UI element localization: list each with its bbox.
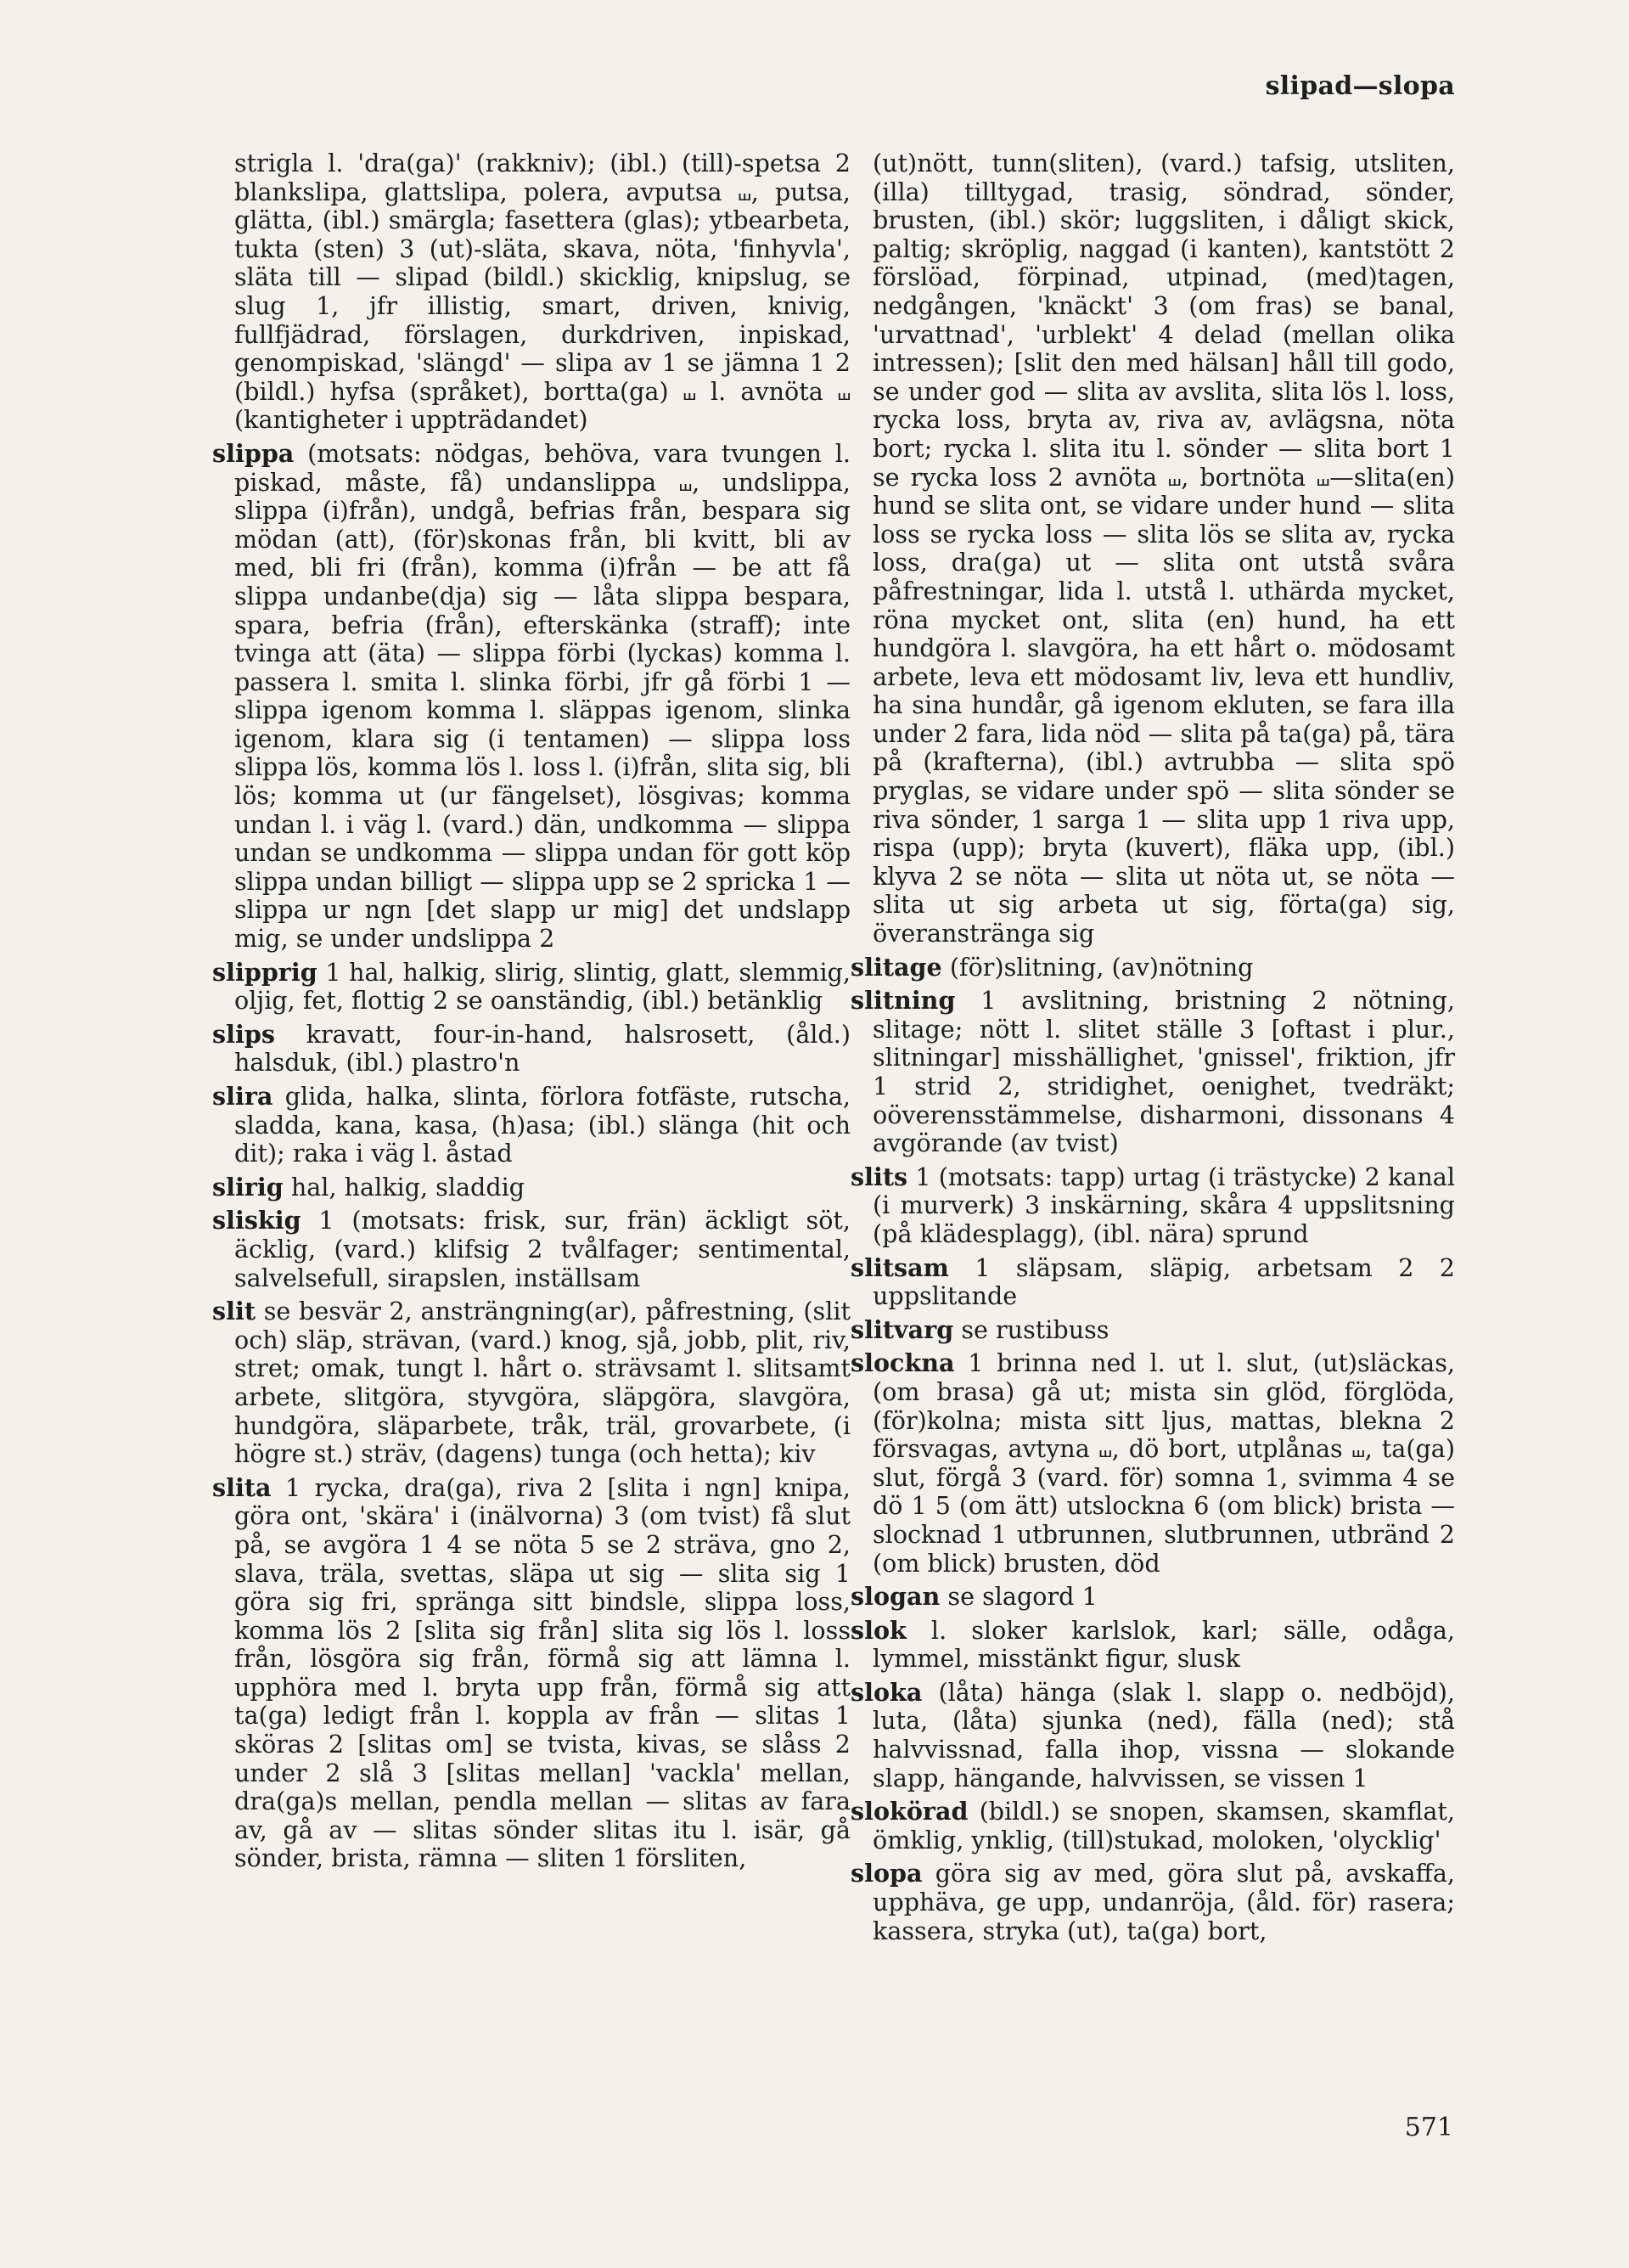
- dictionary-entry: [212, 1083, 851, 1168]
- headword: slits: [851, 1162, 908, 1191]
- dictionary-entry: [212, 1021, 851, 1078]
- definition-text: 1 brinna ned l. ut l. slut, (ut)släckas, (om brasa) gå ut; mista sin glöd, förglöda, (för)kolna; mista sitt ljus, mattas, blekna 2 försvagas, avtyna ⧢, dö bort, utplånas ⧢, ta(ga) slut, förgå 3 (vard. för) somna 1, svimma 4 se dö 1 5 (om ätt) utslockna 6 (om blick) brista — slocknad 1 utbrunnen, slutbrunnen, utbränd 2 (om blick) brusten, död: [873, 1348, 1455, 1578]
- entry-continuation: [212, 149, 851, 435]
- dictionary-entry: [212, 1297, 851, 1469]
- page-number: 571: [1404, 2113, 1453, 2142]
- headword: sloka: [851, 1677, 923, 1707]
- definition-text: glida, halka, slinta, förlora fotfäste, rutscha, sladda, kana, kasa, (h)asa; (ibl.) slänga (hit och dit); raka i väg l. åstad: [234, 1082, 851, 1168]
- dictionary-entry: [851, 1349, 1455, 1578]
- dictionary-entry: [851, 1254, 1455, 1311]
- definition-text: (ut)nött, tunn(sliten), (vard.) tafsig, utsliten, (illa) tilltygad, trasig, söndrad, sönder, brusten, (ibl.) skör; luggsliten, i dåligt skick, paltig; skröplig, naggad (i kanten), kantstött 2 förslöad, förpinad, utpinad, (med)tagen, nedgången, 'knäckt' 3 (om fras) se banal, 'urvattnad', 'urblekt' 4 delad (mellan olika intressen); [slit den med hälsan] håll till godo, se under god — slita av avslita, slita lös l. loss, rycka loss, bryta av, riva av, avlägsna, nöta bort; rycka l. slita itu l. sönder — slita bort 1 se rycka loss 2 avnöta ⧢, bortnöta ⧢—slita(en) hund se slita ont, se vidare under hund — slita loss se rycka loss — slita lös se slita av, rycka loss, dra(ga) ut — slita ont utstå svåra påfrestningar, lida l. utstå l. uthärda mycket, röna mycket ont, slita (en) hund, ha ett hundgöra l. slavgöra, ha ett hårt o. mödosamt arbete, leva ett mödosamt liv, leva ett hundliv, ha sina hundår, gå igenom ekluten, se fara illa under 2 fara, lida nöd — slita på ta(ga) på, tära på (krafterna), (ibl.) avtrubba — slita spö pryglas, se vidare under spö — slita sönder se riva sönder, 1 sarga 1 — slita upp 1 riva upp, rispa (upp); bryta (kuvert), fläka upp, (ibl.) klyva 2 se nöta — slita ut nöta ut, se nöta — slita ut sig arbeta ut sig, förta(ga) sig, överanstränga sig: [873, 149, 1455, 948]
- entry-continuation: [851, 149, 1455, 948]
- dictionary-entry: [212, 1474, 851, 1873]
- headword: slips: [212, 1019, 275, 1049]
- headword: slogan: [851, 1582, 941, 1612]
- headword: slita: [212, 1472, 272, 1502]
- definition-text: kravatt, four-in-hand, halsrosett, (åld.) halsduk, (ibl.) plastro'n: [234, 1019, 851, 1078]
- dictionary-entry: [212, 1173, 851, 1202]
- definition-text: (låta) hänga (slak l. slapp o. nedböjd), luta, (låta) sjunka (ned), fälla (ned); stå halvvissnad, falla ihop, vissna — slokande slapp, hängande, halvvissen, se vissen 1: [873, 1677, 1455, 1792]
- dictionary-entry: [851, 1617, 1455, 1674]
- definition-text: (bildl.) se snopen, skamsen, skamflat, ömklig, ynklig, (till)stukad, moloken, 'olycklig': [873, 1797, 1455, 1854]
- definition-text: 1 släpsam, släpig, arbetsam 2 2 uppslitande: [873, 1252, 1455, 1311]
- headword: slitvarg: [851, 1314, 954, 1344]
- dictionary-entry: [851, 954, 1455, 982]
- headword: sliskig: [212, 1206, 301, 1235]
- headword: slockna: [851, 1348, 955, 1378]
- definition-text: 1 rycka, dra(ga), riva 2 [slita i ngn] knipa, göra ont, 'skära' i (inälvorna) 3 (om tvist) få slut på, se avgöra 1 4 se nöta 5 se 2 sträva, gno 2, slava, träla, svettas, släpa ut sig — slita sig 1 göra sig fri, spränga sitt bindsle, slippa loss, komma lös 2 [slita sig från] slita sig lös l. loss från, lösgöra sig från, förmå sig att lämna l. upphöra med l. bryta upp från, förmå sig att ta(ga) ledigt från l. koppla av från — slitas 1 sköras 2 [slitas om] se tvista, kivas, se slåss 2 under 2 slå 3 [slitas mellan] 'vackla' mellan, dra(ga)s mellan, pendla mellan — slitas av fara av, gå av — slitas sönder slitas itu l. isär, gå sönder, brista, rämna — sliten 1 försliten,: [234, 1472, 851, 1873]
- definition-text: 1 hal, halkig, slirig, slintig, glatt, slemmig, oljig, fet, flottig 2 se oanständig, (ibl.) betänklig: [234, 957, 851, 1016]
- running-head: slipad—slopa: [1265, 71, 1455, 101]
- headword: slitage: [851, 952, 942, 982]
- definition-text: (för)slitning, (av)nötning: [941, 952, 1254, 982]
- headword: slitning: [851, 986, 956, 1016]
- definition-text: l. sloker karlslok, karl; sälle, odåga, lymmel, misstänkt figur, slusk: [873, 1615, 1455, 1674]
- definition-text: 1 (motsats: tapp) urtag (i trästycke) 2 kanal (i murverk) 3 inskärning, skåra 4 uppslitsning (på klädesplagg), (ibl. nära) sprund: [873, 1162, 1455, 1248]
- definition-text: (motsats: nödgas, behöva, vara tvungen l. piskad, måste, få) undanslippa ⧢, undslippa, slippa (i)från), undgå, befrias från, bespara sig mödan (att), (för)skonas från, bli kvitt, bli av med, bli fri (från), komma (i)från — be att få slippa undanbe(dja) sig — låta slippa bespara, spara, befria (från), efterskänka (straff); inte tvinga att (äta) — slippa förbi (lyckas) komma l. passera l. smita l. slinka förbi, jfr gå förbi 1 — slippa igenom komma l. släppas igenom, slinka igenom, klara sig (i tentamen) — slippa loss slippa lös, komma lös l. loss l. (i)från, slita sig, bli lös; komma ut (ur fängelset), lösgivas; komma undan l. i väg l. (vard.) dän, undkomma — slippa undan se undkomma — slippa undan för gott köp slippa undan billigt — slippa upp se 2 spricka 1 — slippa ur ngn [det slapp ur mig] det undslapp mig, se under undslippa 2: [234, 438, 851, 954]
- definition-text: 1 (motsats: frisk, sur, frän) äckligt söt, äcklig, (vard.) klifsig 2 tvålfager; sentimental, salvelsefull, sirapslen, inställsam: [234, 1206, 851, 1292]
- dictionary-entry: [851, 1798, 1455, 1854]
- right-column: [851, 149, 1455, 1945]
- dictionary-entry: [212, 440, 851, 954]
- headword: slok: [851, 1615, 907, 1645]
- definition-text: 1 avslitning, bristning 2 nötning, slitage; nött l. slitet ställe 3 [oftast i plur., slitningar] misshällighet, 'gnissel', friktion, jfr 1 strid 2, stridighet, oenighet, tvedräkt; oöverensstämmelse, disharmoni, dissonans 4 avgörande (av tvist): [873, 986, 1455, 1158]
- headword: slira: [212, 1082, 273, 1111]
- left-column: [212, 149, 851, 1873]
- headword: slirig: [212, 1172, 284, 1202]
- headword: slopa: [851, 1859, 923, 1888]
- dictionary-entry: [851, 1860, 1455, 1945]
- headword: slokörad: [851, 1797, 969, 1826]
- dictionary-entry: [851, 1679, 1455, 1792]
- dictionary-entry: [212, 1207, 851, 1292]
- headword: slitsam: [851, 1252, 949, 1282]
- headword: slit: [212, 1297, 256, 1326]
- headword: slippa: [212, 438, 295, 468]
- definition-text: göra sig av med, göra slut på, avskaffa, upphäva, ge upp, undanröja, (åld. för) rasera; kassera, stryka (ut), ta(ga) bort,: [873, 1859, 1455, 1945]
- dictionary-entry: [851, 1163, 1455, 1249]
- definition-text: strigla l. 'dra(ga)' (rakkniv); (ibl.) (till)-spetsa 2 blankslipa, glattslipa, polera, avputsa ⧢, putsa, glätta, (ibl.) smärgla; fasettera (glas); ytbearbeta, tukta (sten) 3 (ut)-släta, skava, nöta, 'finhyvla', släta till — slipad (bildl.) skicklig, knipslug, se slug 1, jfr illistig, smart, driven, knivig, fullfjädrad, förslagen, durkdriven, inpiskad, genompiskad, 'slängd' — slipa av 1 se jämna 1 2 (bildl.) hyfsa (språket), bortta(ga) ⧢ l. avnöta ⧢ (kantigheter i uppträdandet): [234, 149, 851, 435]
- definition-text: hal, halkig, sladdig: [283, 1172, 525, 1202]
- definition-text: se slagord 1: [940, 1582, 1098, 1612]
- dictionary-entry: [851, 1583, 1455, 1612]
- dictionary-entry: [851, 1316, 1455, 1345]
- definition-text: se besvär 2, ansträngning(ar), påfrestning, (slit och) släp, strävan, (vard.) knog, sjå, jobb, plit, riv, stret; omak, tungt l. hårt o. strävsamt l. slitsamt arbete, slitgöra, styvgöra, släpgöra, slavgöra, hundgöra, släparbete, tråk, träl, grovarbete, (i högre st.) sträv, (dagens) tunga (och hetta); kiv: [234, 1297, 851, 1469]
- headword: slipprig: [212, 957, 317, 987]
- dictionary-entry: [212, 959, 851, 1016]
- definition-text: se rustibuss: [953, 1314, 1109, 1344]
- dictionary-entry: [851, 987, 1455, 1158]
